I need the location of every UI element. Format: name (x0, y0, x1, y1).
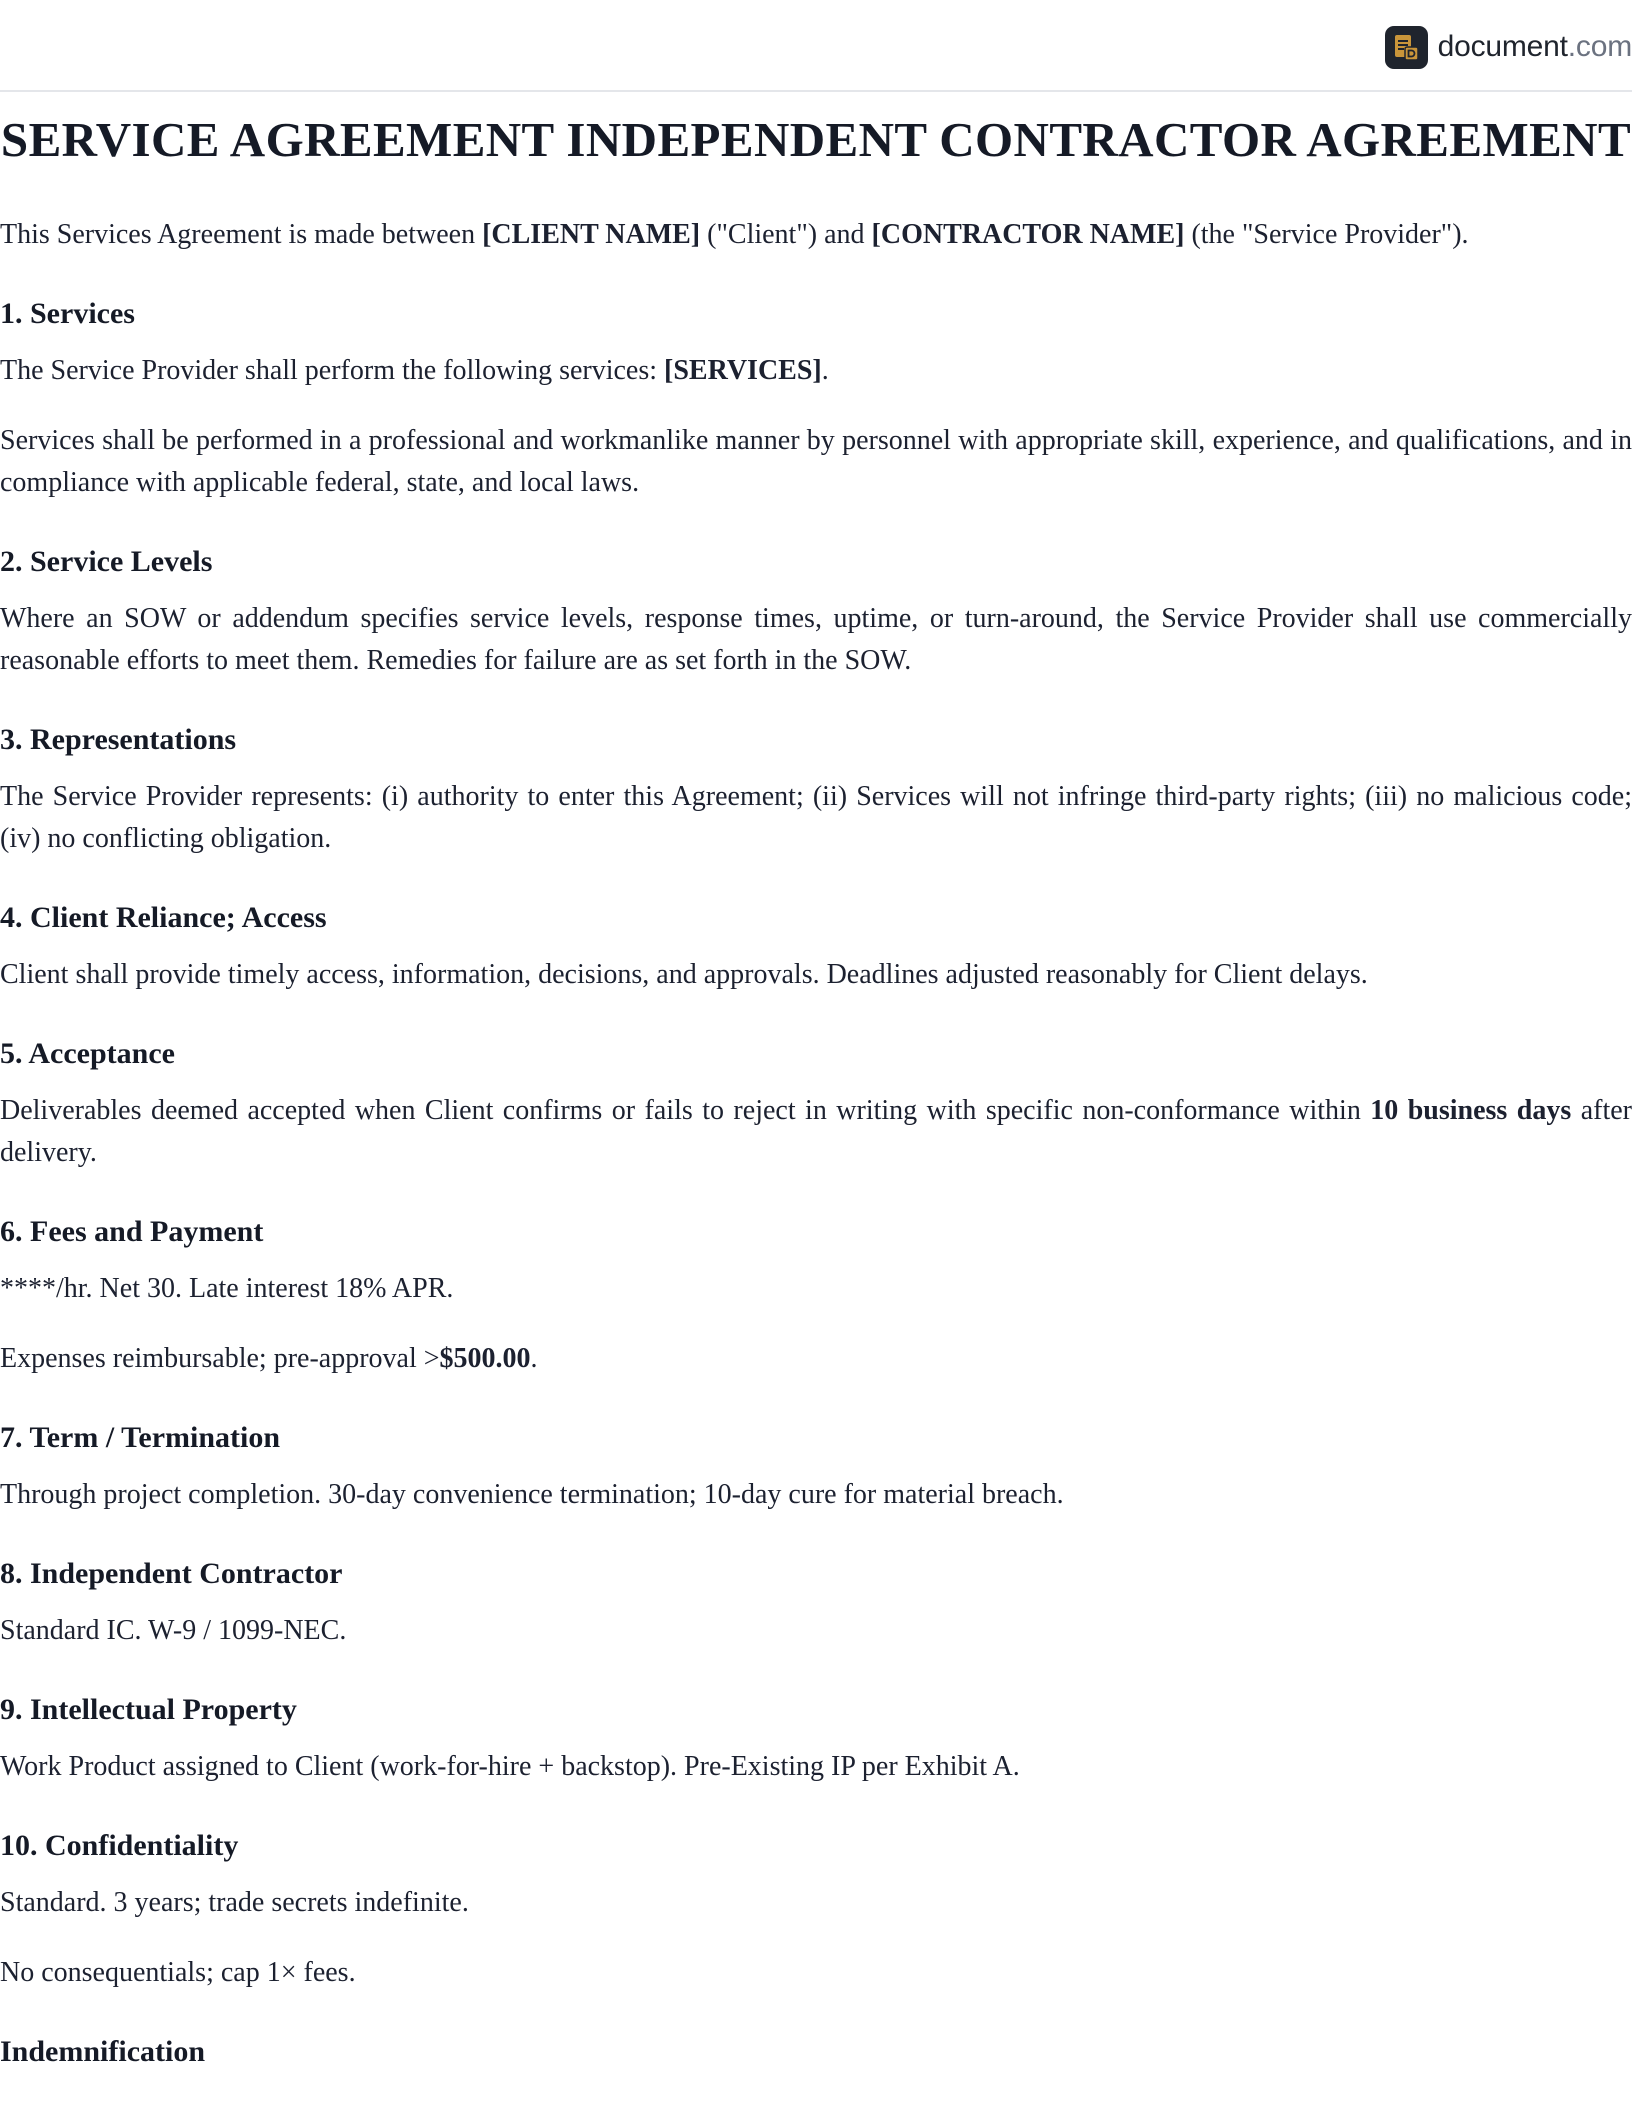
document-logo-icon (1385, 26, 1428, 69)
section-paragraph: Through project completion. 30-day convenience termination; 10-day cure for material breach. (0, 1479, 1064, 1510)
section-heading: 1. Services (0, 297, 135, 330)
section-term-termination (0, 1418, 1632, 1516)
contractor-name-placeholder: [CONTRACTOR NAME] (871, 219, 1185, 250)
section-confidentiality (0, 1826, 1632, 1994)
section-paragraph: Standard. 3 years; trade secrets indefinite. (0, 1887, 469, 1918)
section-paragraph: Client shall provide timely access, information, decisions, and approvals. Deadlines adjusted reasonably for Client delays. (0, 959, 1368, 990)
section-heading: 6. Fees and Payment (0, 1215, 264, 1248)
acceptance-text-end: after delivery. (0, 1095, 1632, 1168)
section-paragraph: ****/hr. Net 30. Late interest 18% APR. (0, 1273, 454, 1304)
brand-name-main: document (1437, 30, 1568, 63)
document-title: SERVICE AGREEMENT INDEPENDENT CONTRACTOR AGREEMENT (0, 112, 1632, 167)
section-fees-payment (0, 1212, 1632, 1380)
acceptance-period: 10 business days (1370, 1095, 1572, 1126)
top-bar (0, 0, 1632, 92)
expenses-text-end: . (530, 1343, 538, 1374)
section-heading: 7. Term / Termination (0, 1421, 281, 1454)
brand-name (1438, 30, 1632, 64)
section-heading: 10. Confidentiality (0, 1829, 239, 1862)
section-paragraph: Services shall be performed in a professional and workmanlike manner by personnel with appropriate skill, experience, and qualifications, and in compliance with applicable federal, state, and local laws. (0, 425, 1632, 498)
section-indemnification (0, 2032, 1632, 2072)
section-paragraph: Work Product assigned to Client (work-for-hire + backstop). Pre-Existing IP per Exhibit A. (0, 1751, 1020, 1782)
acceptance-text: Deliverables deemed accepted when Client confirms or fails to reject in writing with specific non-conformance within (0, 1095, 1371, 1126)
section-paragraph (0, 1338, 1632, 1380)
expense-threshold: $500.00 (439, 1343, 531, 1374)
section-heading: 4. Client Reliance; Access (0, 901, 327, 934)
section-representations (0, 720, 1632, 860)
intro-text-3: (the "Service Provider"). (1184, 219, 1469, 250)
intro-text-1: This Services Agreement is made between (0, 219, 483, 250)
expenses-text: Expenses reimbursable; pre-approval > (0, 1343, 440, 1374)
section-paragraph: Where an SOW or addendum specifies service levels, response times, uptime, or turn-around, the Service Provider shall use commercially reasonable efforts to meet them. Remedies for failure are as set forth in the SOW. (0, 603, 1632, 676)
brand-name-tld: .com (1567, 30, 1632, 63)
section-paragraph: Standard IC. W-9 / 1099-NEC. (0, 1615, 347, 1646)
section-paragraph (0, 1090, 1632, 1174)
section-client-reliance (0, 898, 1632, 996)
services-text-end: . (821, 355, 829, 386)
section-intellectual-property (0, 1690, 1632, 1788)
document-body (0, 108, 1632, 2072)
section-heading: 9. Intellectual Property (0, 1693, 297, 1726)
section-independent-contractor (0, 1554, 1632, 1652)
brand-logo-link[interactable] (1385, 25, 1632, 69)
section-paragraph: No consequentials; cap 1× fees. (0, 1957, 356, 1988)
services-text: The Service Provider shall perform the following services: (0, 355, 665, 386)
services-placeholder: [SERVICES] (664, 355, 822, 386)
section-heading: 3. Representations (0, 723, 237, 756)
section-paragraph (0, 350, 1632, 392)
section-services (0, 294, 1632, 504)
intro-text-2: ("Client") and (700, 219, 872, 250)
section-heading: 8. Independent Contractor (0, 1557, 343, 1590)
section-heading: 2. Service Levels (0, 545, 213, 578)
section-heading: 5. Acceptance (0, 1037, 175, 1070)
section-paragraph: The Service Provider represents: (i) authority to enter this Agreement; (ii) Services will not infringe third-party rights; (iii) no malicious code; (iv) no conflicting obligation. (0, 781, 1632, 854)
section-service-levels (0, 542, 1632, 682)
intro-paragraph (0, 214, 1632, 256)
section-acceptance (0, 1034, 1632, 1174)
section-heading: Indemnification (0, 2035, 206, 2068)
client-name-placeholder: [CLIENT NAME] (482, 219, 701, 250)
